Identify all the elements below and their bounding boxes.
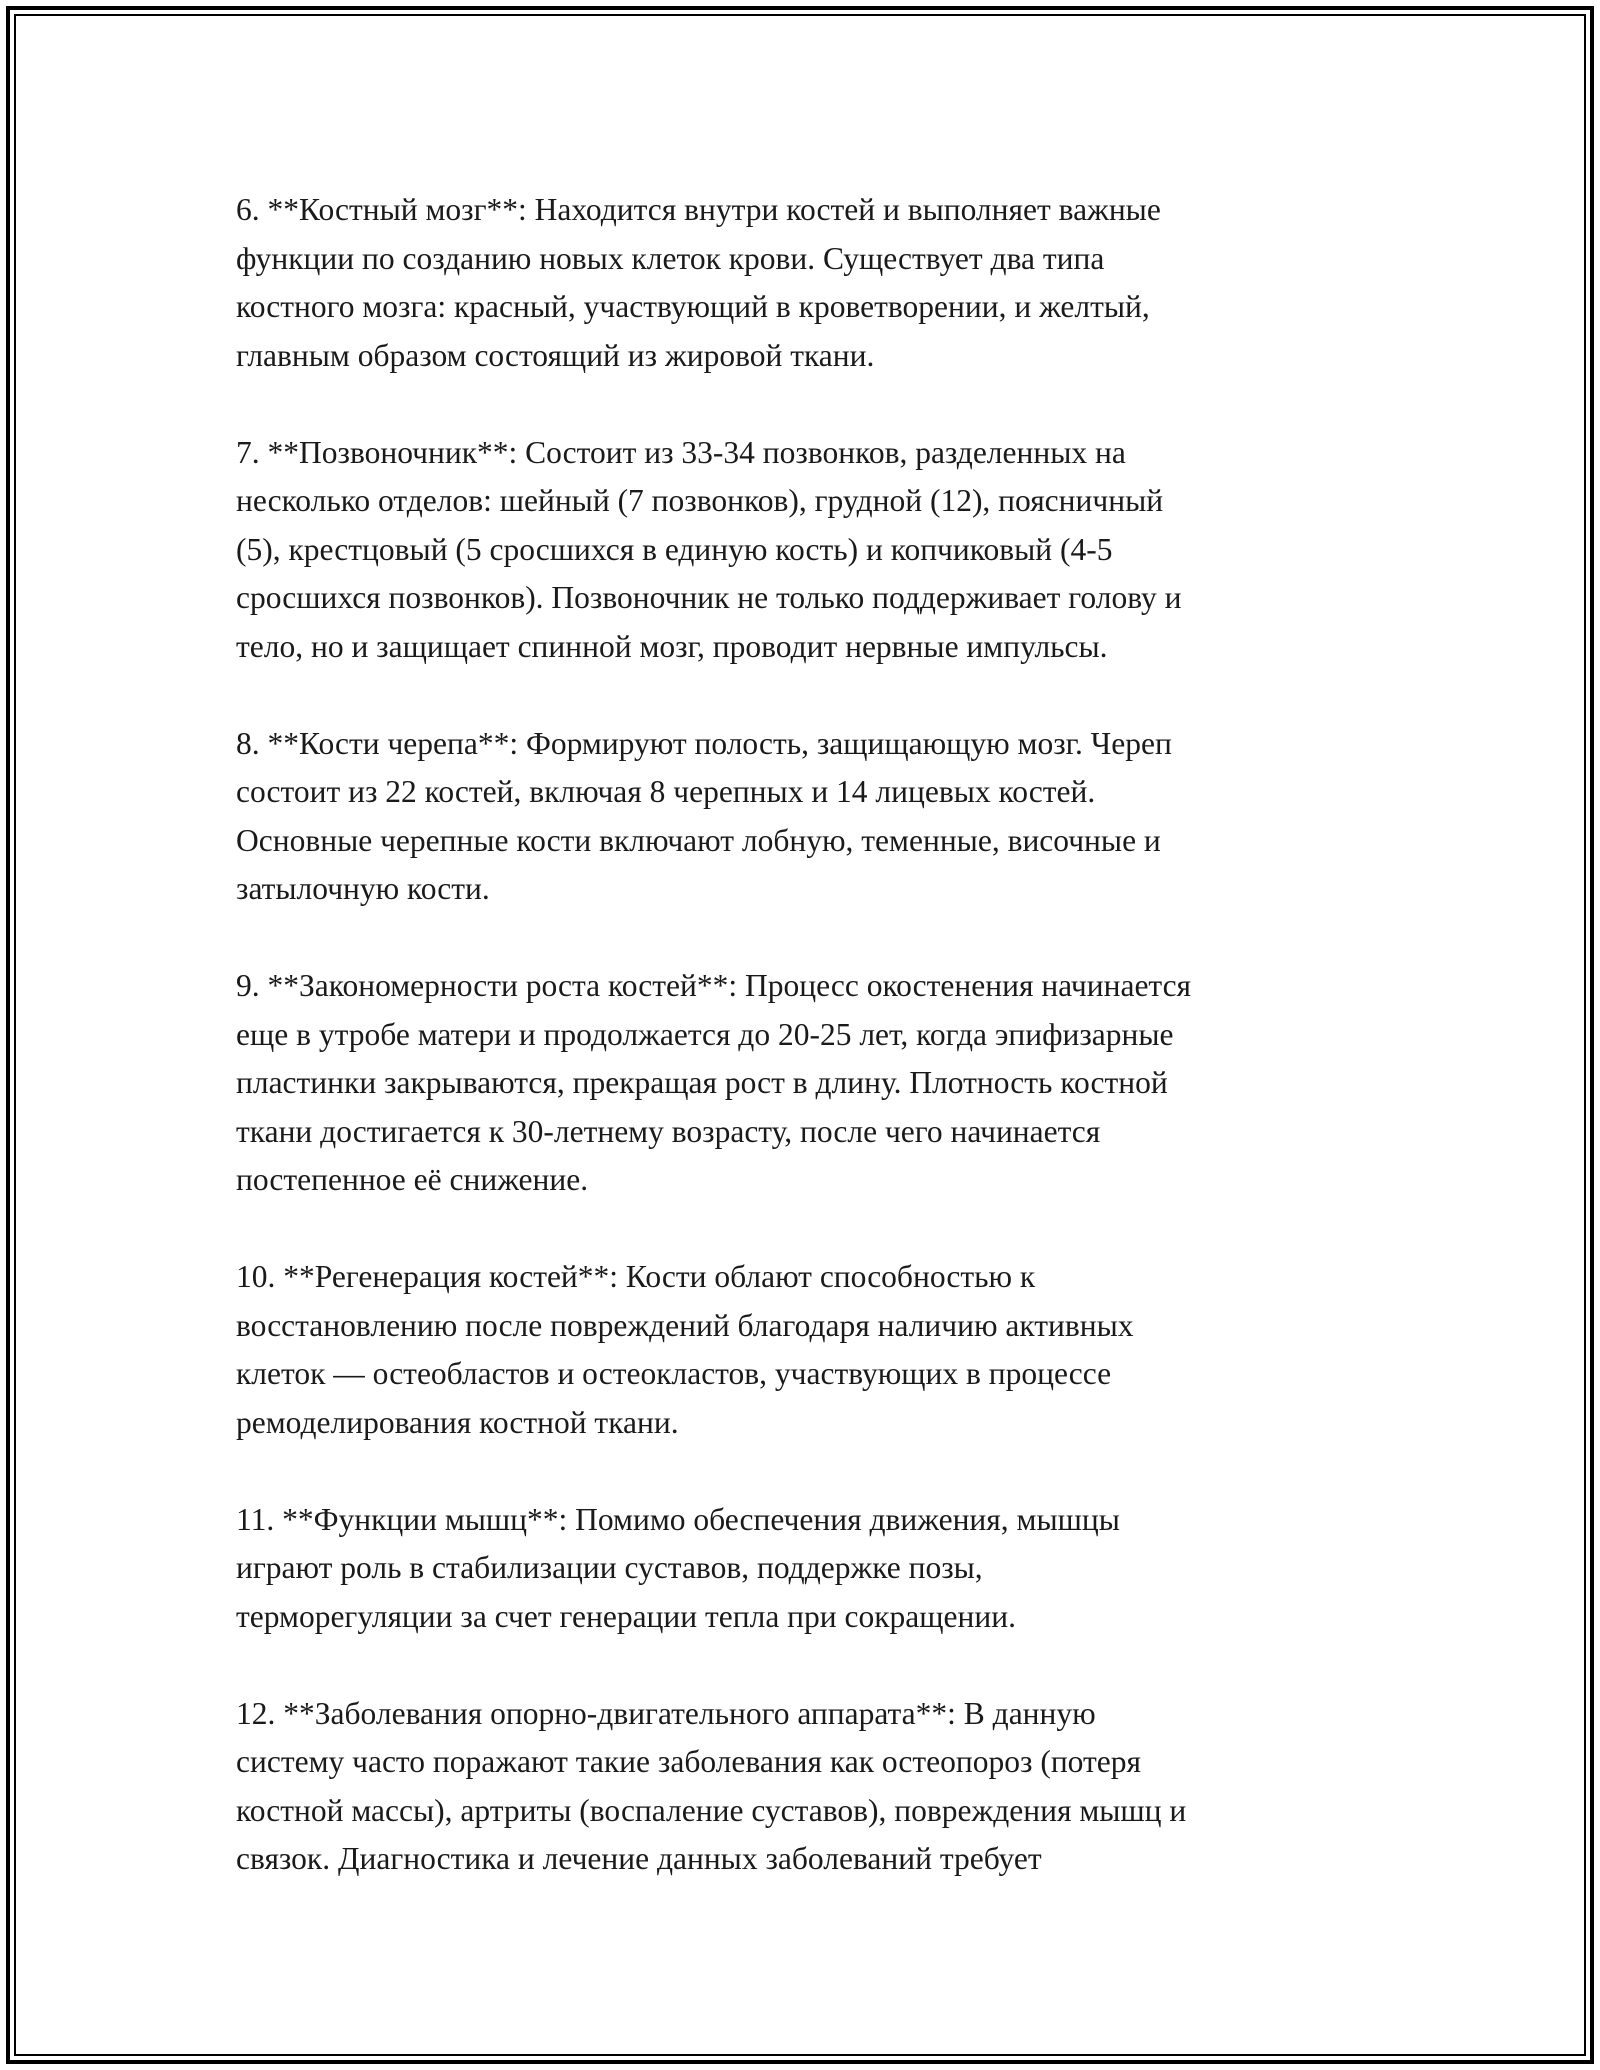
paragraph-skull-bones: 8. **Кости черепа**: Формируют полость, защищающую мозг. Череп состоит из 22 костей, включая 8 черепных и 14 лицевых костей. Основные черепные кости включают лобную, теменные, височные и затылочную кости. [236, 725, 1172, 906]
paragraph-bone-marrow: 6. **Костный мозг**: Находится внутри костей и выполняет важные функции по созданию новых клеток крови. Существует два типа костного мозга: красный, участвующий в кроветворении, и желтый, главным образом состоящий из жировой ткани. [236, 192, 1161, 373]
paragraph-bone-growth: 9. **Закономерности роста костей**: Процесс окостенения начинается еще в утробе матери и продолжается до 20-25 лет, когда эпифизарные пластинки закрываются, прекращая рост в длину. Плотность костной ткани достигается к 30-летнему возрасту, после чего начинается постепенное её снижение. [236, 968, 1192, 1197]
paragraph-bone-regeneration: 10. **Регенерация костей**: Кости облают способностью к восстановлению после повреждений благодаря наличию активных клеток — остеобластов и остеокластов, участвующих в процессе ремоделирования костной ткани. [236, 1259, 1134, 1440]
paragraph-musculoskeletal-diseases: 12. **Заболевания опорно-двигательного аппарата**: В данную систему часто поражают такие заболевания как остеопороз (потеря костной массы), артриты (воспаление суставов), повреждения мышц и связок. Диагностика и лечение данных заболеваний требует [236, 1695, 1187, 1876]
document-body [236, 186, 1360, 1884]
paragraph-spine: 7. **Позвоночник**: Состоит из 33-34 позвонков, разделенных на несколько отделов: шейный (7 позвонков), грудной (12), поясничный (5), крестцовый (5 сросшихся в единую кость) и копчиковый (4-5 сросшихся позвонков). Позвоночник не только поддерживает голову и тело, но и защищает спинной мозг, проводит нервные импульсы. [236, 434, 1182, 664]
paragraph-muscle-functions: 11. **Функции мышц**: Помимо обеспечения движения, мышцы играют роль в стабилизации суставов, поддержке позы, терморегуляции за счет генерации тепла при сокращении. [236, 1501, 1120, 1634]
